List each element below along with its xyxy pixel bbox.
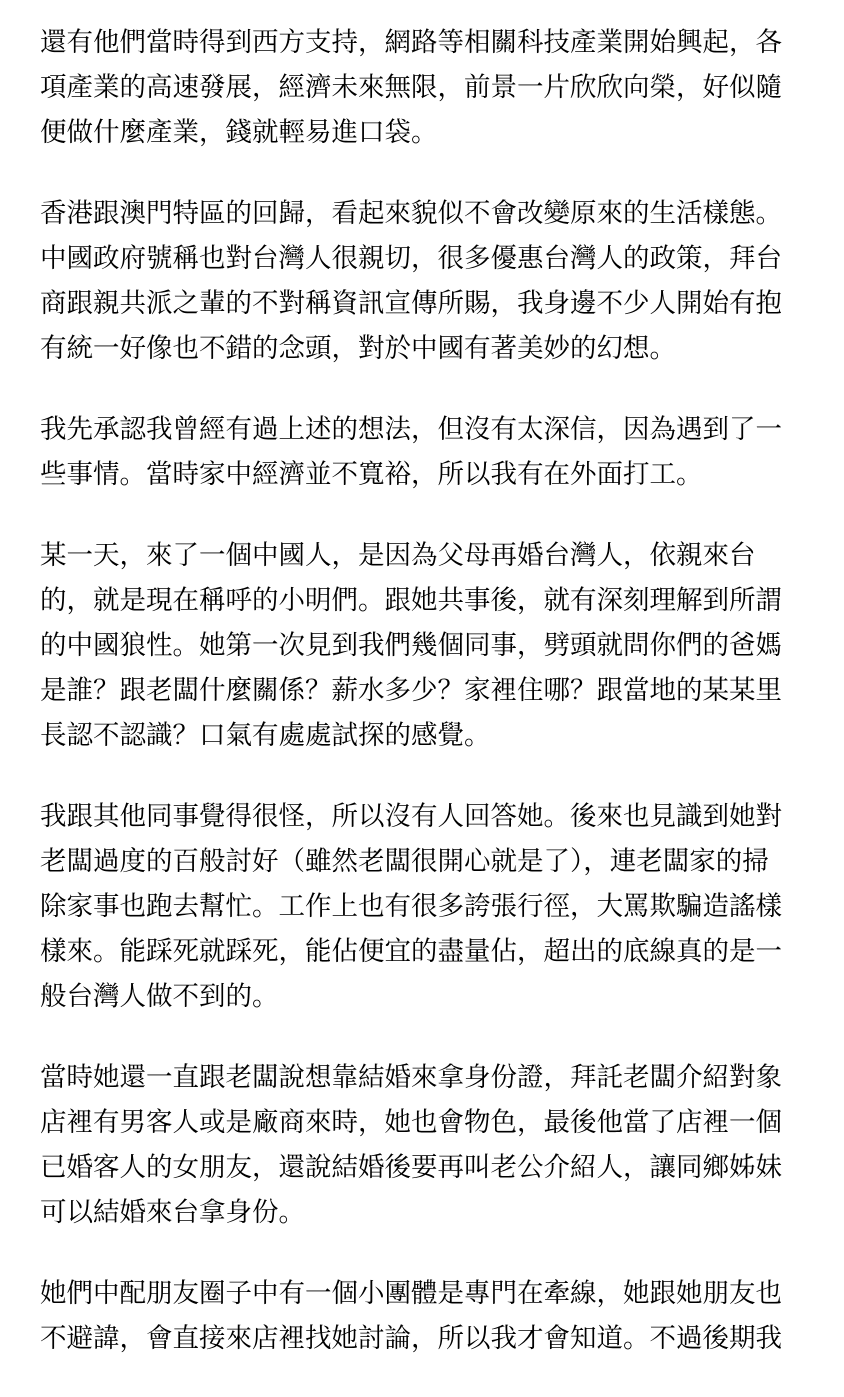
text-line: 不避諱，會直接來店裡找她討論，所以我才會知道。不過後期我 — [40, 1323, 782, 1354]
text-line: 的，就是現在稱呼的小明們。跟她共事後，就有深刻理解到所謂 — [40, 585, 782, 616]
text-line: 般台灣人做不到的。 — [40, 981, 279, 1012]
text-line: 還有他們當時得到西方支持，網路等相關科技產業開始興起，各 — [40, 27, 782, 58]
text-line: 她們中配朋友圈子中有一個小團體是專門在牽線，她跟她朋友也 — [40, 1278, 782, 1309]
text-line: 除家事也跑去幫忙。工作上也有很多誇張行徑，大罵欺騙造謠樣 — [40, 891, 782, 922]
text-line: 香港跟澳門特區的回歸，看起來貌似不會改變原來的生活樣態。 — [40, 198, 782, 229]
text-line: 已婚客人的女朋友，還說結婚後要再叫老公介紹人，讓同鄉姊妹 — [40, 1152, 782, 1183]
text-line: 商跟親共派之輩的不對稱資訊宣傳所賜，我身邊不少人開始有抱 — [40, 288, 782, 319]
paragraph-5 — [40, 794, 820, 1019]
text-line: 某一天，來了一個中國人，是因為父母再婚台灣人，依親來台 — [40, 540, 756, 571]
text-line: 長認不認識？口氣有處處試探的感覺。 — [40, 720, 491, 751]
text-line: 樣來。能踩死就踩死，能佔便宜的盡量佔，超出的底線真的是一 — [40, 936, 782, 967]
text-line: 中國政府號稱也對台灣人很親切，很多優惠台灣人的政策，拜台 — [40, 243, 782, 274]
text-line: 是誰？跟老闆什麼關係？薪水多少？家裡住哪？跟當地的某某里 — [40, 675, 782, 706]
text-line: 我跟其他同事覺得很怪，所以沒有人回答她。後來也見識到她對 — [40, 801, 782, 832]
text-line: 可以結婚來台拿身份。 — [40, 1197, 305, 1228]
text-line: 老闆過度的百般討好（雖然老闆很開心就是了），連老闆家的掃 — [40, 846, 769, 877]
paragraph-6 — [40, 1055, 820, 1235]
text-line: 我先承認我曾經有過上述的想法，但沒有太深信，因為遇到了一 — [40, 414, 782, 445]
paragraph-7 — [40, 1271, 820, 1361]
text-line: 便做什麼產業，錢就輕易進口袋。 — [40, 117, 438, 148]
paragraph-1 — [40, 20, 820, 155]
paragraph-3 — [40, 407, 820, 497]
text-line: 些事情。當時家中經濟並不寬裕，所以我有在外面打工。 — [40, 459, 703, 490]
text-line: 的中國狼性。她第一次見到我們幾個同事，劈頭就問你們的爸媽 — [40, 630, 782, 661]
article-body — [40, 20, 820, 1397]
text-line: 當時她還一直跟老闆說想靠結婚來拿身份證，拜託老闆介紹對象 — [40, 1062, 782, 1093]
text-line: 有統一好像也不錯的念頭，對於中國有著美妙的幻想。 — [40, 333, 676, 364]
text-line: 店裡有男客人或是廠商來時，她也會物色，最後他當了店裡一個 — [40, 1107, 782, 1138]
text-line: 項產業的高速發展，經濟未來無限，前景一片欣欣向榮，好似隨 — [40, 72, 782, 103]
paragraph-2 — [40, 191, 820, 371]
paragraph-4 — [40, 533, 820, 758]
